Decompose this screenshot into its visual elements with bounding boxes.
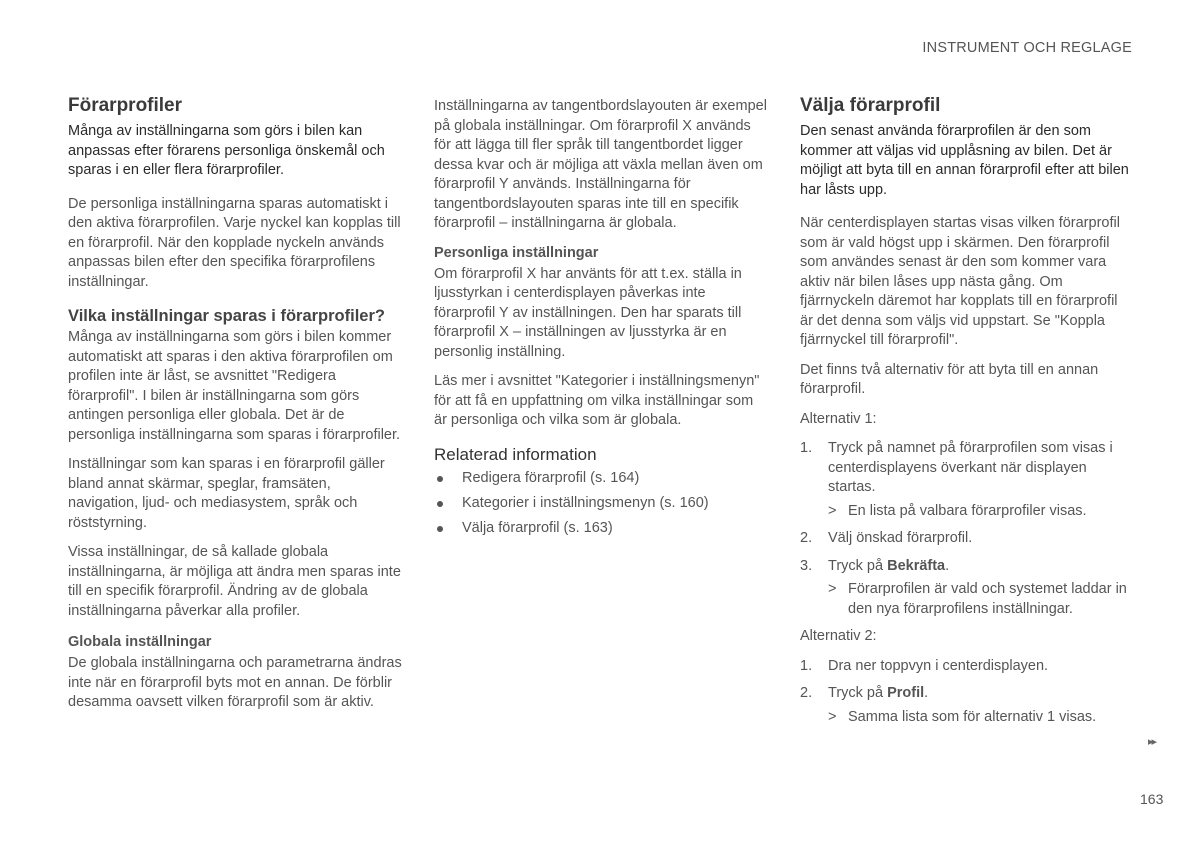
ui-button-name: Bekräfta	[887, 557, 946, 574]
column-2	[434, 97, 768, 544]
lead-paragraph: Den senast använda förarprofilen är den som kommer att väljas vid upplåsning av bilen. Det är möjligt att byta till en annan förarprofil efter att bilen har låsts upp.	[800, 123, 1129, 198]
result-arrow-icon: >	[828, 502, 837, 519]
paragraph: Om förarprofil X har använts för att t.ex. ställa in ljusstyrkan i centerdisplayen påverkas inte förarprofil Y av inställningen. Den har sparats till förarprofil X – inställningen av ljusstyrka är en personlig inställning.	[434, 265, 742, 360]
paragraph: Inställningar som kan sparas i en förarprofil gäller bland annat skärmar, speglar, framsäten, navigation, ljud- och mediasystem, språk och röststyrning.	[68, 456, 385, 531]
paragraph: De personliga inställningarna sparas automatiskt i den aktiva förarprofilen. Varje nyckel kan kopplas till en förarprofil. När den kopplade nyckeln används anpassas bilen efter den specifika förarprofilens inställningar.	[68, 195, 401, 290]
step-item: 3. Tryck på Bekräfta.	[800, 557, 950, 574]
paragraph: Det finns två alternativ för att byta till en annan förarprofil.	[800, 361, 1099, 397]
column-3	[800, 94, 1134, 735]
lead-paragraph: Många av inställningarna som görs i bilen kan anpassas efter förarens personliga önskemål och sparas i en eller flera förarprofiler.	[68, 123, 385, 178]
step-result: > En lista på valbara förarprofiler visas.	[800, 502, 1134, 522]
step-result: > Förarprofilen är vald och systemet laddar in den nya förarprofilens inställningar.	[828, 581, 1127, 617]
related-link[interactable]: Välja förarprofil (s. 163)	[434, 519, 768, 539]
step-item: 1. Tryck på namnet på förarprofilen som visas i centerdisplayens överkant när displayen startas.	[800, 440, 1113, 495]
paragraph: De globala inställningarna och parametrarna ändras inte när en förarprofil byts mot en annan. De förblir desamma oavsett vilken förarprofil som är aktiv.	[68, 655, 402, 710]
section-title: Förarprofiler	[68, 95, 183, 116]
paragraph: Läs mer i avsnittet "Kategorier i inställningsmenyn" för att få en uppfattning om vilka inställningar som är personliga och vilka som är globala.	[434, 373, 760, 428]
paragraph: Vissa inställningar, de så kallade globala inställningarna, är möjliga att ändra men sparas inte till en specifik förarprofil. Ändring av de globala inställningarna påverkar alla profiler.	[68, 544, 401, 619]
bullet-icon	[437, 526, 443, 532]
step-item: 2. Välj önskad förarprofil.	[800, 530, 973, 546]
continue-arrow-icon: ▸▸	[1148, 736, 1156, 748]
related-link[interactable]: Redigera förarprofil (s. 164)	[434, 469, 768, 489]
bullet-icon	[437, 476, 443, 482]
alternative-label: Alternativ 1:	[800, 410, 877, 427]
minor-heading: Globala inställningar	[68, 634, 212, 650]
alternative-label: Alternativ 2:	[800, 628, 877, 644]
minor-heading: Personliga inställningar	[434, 244, 599, 261]
column-1	[68, 94, 402, 723]
related-links-list	[434, 469, 768, 539]
bullet-icon	[437, 501, 443, 507]
ui-button-name: Profil	[887, 685, 925, 701]
related-info-heading: Relaterad information	[434, 444, 597, 464]
paragraph: Många av inställningarna som görs i bilen kommer automatiskt att sparas i den aktiva förarprofilen om profilen inte är låst, se avsnittet "Redigera förarprofil". I bilen är inställningarna som görs antingen personliga eller globala. Det är de personliga inställningarna som sparas i förarprofiler.	[68, 329, 401, 443]
page-number: 163	[1140, 791, 1164, 807]
paragraph: Inställningarna av tangentbordslayouten är exempel på globala inställningar. Om förarprofil X används för att lägga till fler språk till tangentbordet ligger dessa kvar och är möjliga att växla mellan även om förarprofil Y används. Inställningarna för tangentbordslayouten sparas inte till en specifik förarprofil – inställningarna är globala.	[434, 98, 767, 231]
related-link[interactable]: Kategorier i inställningsmenyn (s. 160)	[434, 494, 768, 514]
section-title: Välja förarprofil	[800, 95, 941, 116]
result-arrow-icon: >	[828, 581, 837, 597]
subheading: Vilka inställningar sparas i förarprofiler?	[68, 307, 385, 325]
step-result: > Samma lista som för alternativ 1 visas.	[800, 708, 1134, 728]
section-header: INSTRUMENT OCH REGLAGE	[922, 40, 1132, 56]
step-item: 2. Tryck på Profil.	[800, 685, 929, 701]
paragraph: När centerdisplayen startas visas vilken förarprofil som är vald högst upp i skärmen. Den förarprofil som användes senast är den som kommer vara aktiv när bilen låses upp nästa gång. Om fjärrnyckeln däremot har kopplats till en förarprofil är det denna som väljs vid uppstart. Se "Koppla fjärrnyckel till förarprofil".	[800, 215, 1120, 348]
result-arrow-icon: >	[828, 708, 837, 725]
step-item: 1. Dra ner toppvyn i centerdisplayen.	[800, 657, 1049, 674]
